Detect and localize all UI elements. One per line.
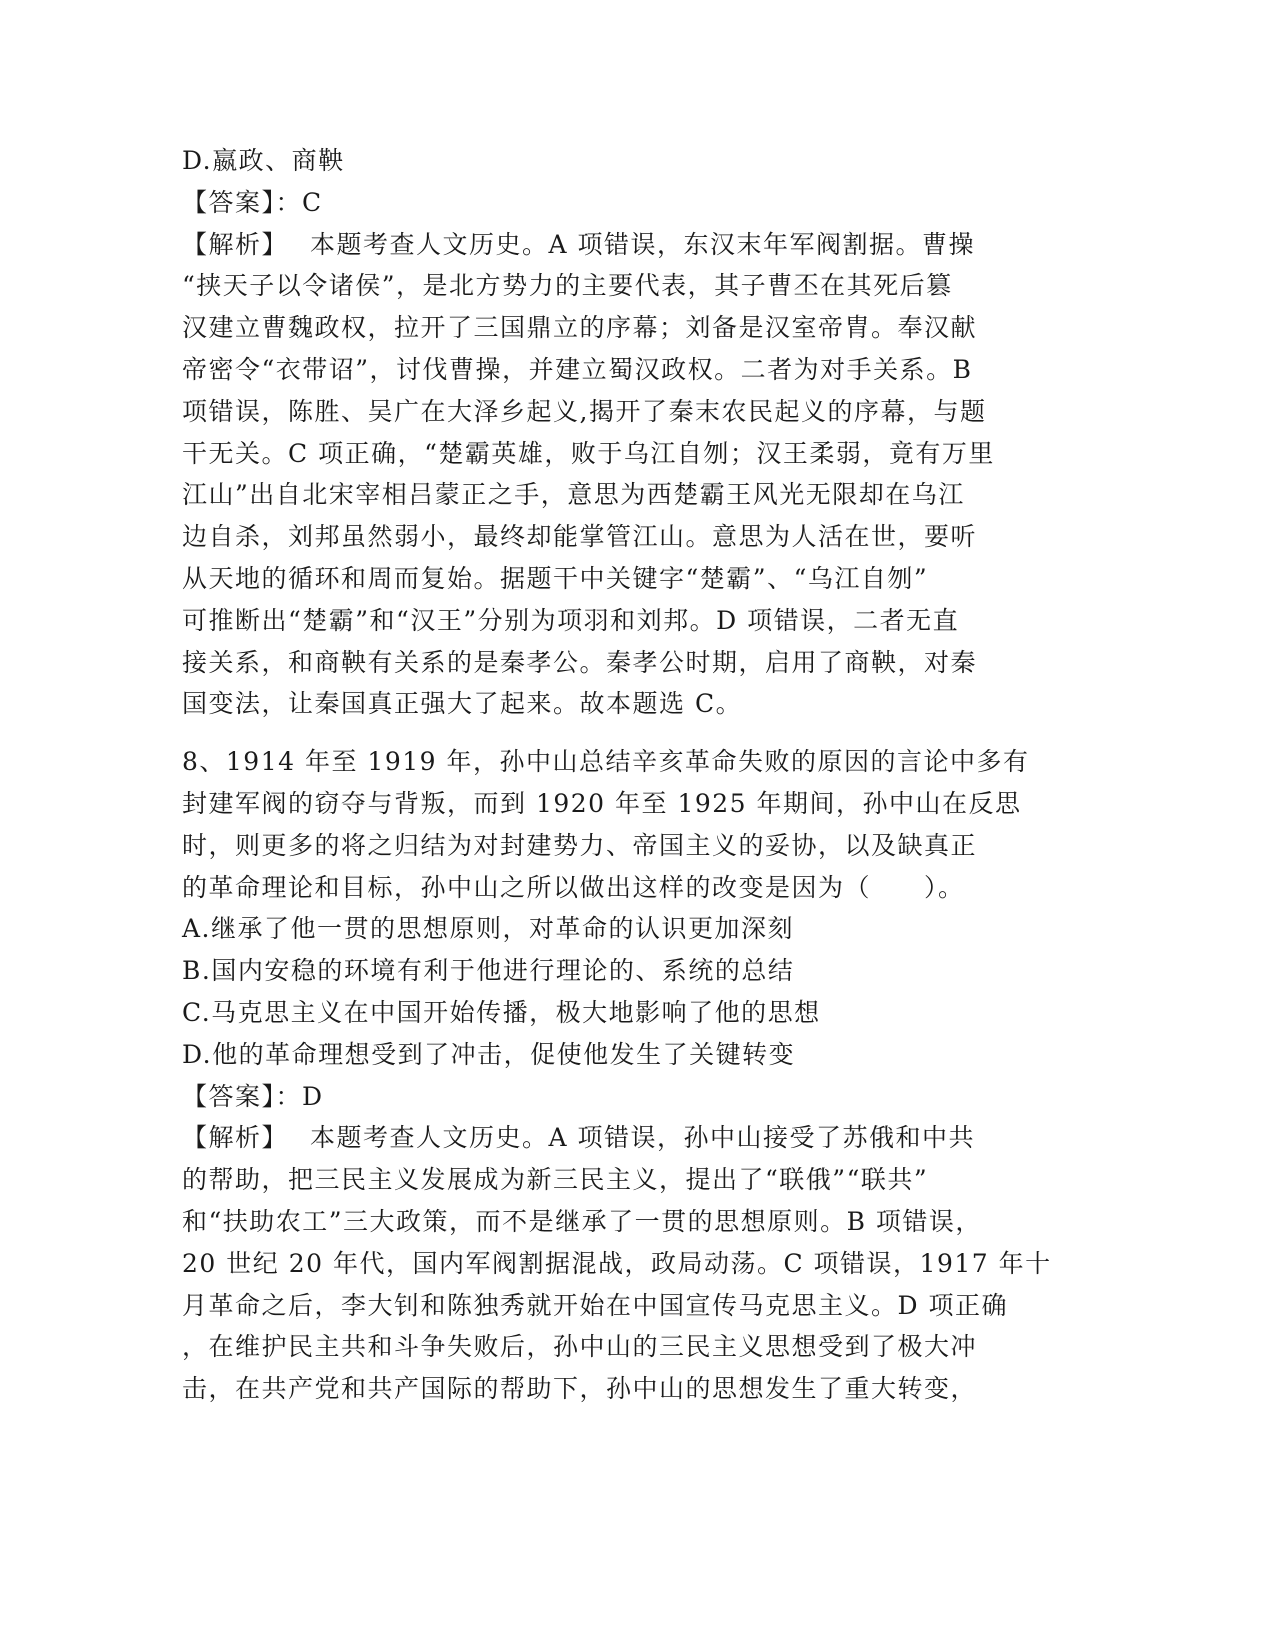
question-8-option-a: A.继承了他一贯的思想原则，对革命的认识更加深刻 [182, 914, 795, 944]
question-8-stem-line-1: 8、1914 年至 1919 年，孙中山总结辛亥革命失败的原因的言论中多有 [182, 747, 1030, 777]
analysis-prev-line-1 [182, 224, 1082, 266]
analysis-prev-line-12: 国变法，让秦国真正强大了起来。故本题选 C。 [182, 689, 743, 719]
section-gap [182, 725, 1082, 741]
analysis-prev-line-8: 边自杀，刘邦虽然弱小，最终却能掌管江山。意思为人活在世，要听 [182, 522, 978, 552]
option-d-prev: D.嬴政、商鞅 [182, 146, 345, 175]
document-page [182, 140, 1082, 1410]
question-8-stem-line-3: 时，则更多的将之归结为对封建势力、帝国主义的妥协，以及缺真正 [182, 830, 978, 860]
question-8-stem-line-2: 封建军阀的窃夺与背叛，而到 1920 年至 1925 年期间，孙中山在反思 [182, 788, 1022, 818]
analysis-text: 本题考查人文历史。A 项错误，东汉末年军阀割据。曹操 [310, 229, 976, 259]
analysis-prev-line-2: “挟天子以令诸侯”，是北方势力的主要代表，其子曹丕在其死后篡 [182, 271, 953, 301]
analysis-text: 本题考查人文历史。A 项错误，孙中山接受了苏俄和中共 [310, 1123, 976, 1153]
question-8-stem-line-4: 的革命理论和目标，孙中山之所以做出这样的改变是因为（ ）。 [182, 872, 965, 902]
question-8-answer: 【答案】：D [182, 1081, 324, 1111]
analysis-prev-line-10: 可推断出“楚霸”和“汉王”分别为项羽和刘邦。D 项错误，二者无直 [182, 605, 960, 635]
question-8-analysis-line-1 [182, 1117, 1082, 1159]
question-8-analysis-line-6: ，在维护民主共和斗争失败后，孙中山的三民主义思想受到了极大冲 [182, 1332, 978, 1362]
analysis-prev-line-11: 接关系，和商鞅有关系的是秦孝公。秦孝公时期，启用了商鞅，对秦 [182, 647, 978, 677]
question-8-option-c: C.马克思主义在中国开始传播，极大地影响了他的思想 [182, 997, 821, 1027]
question-8-analysis-line-4: 20 世纪 20 年代，国内军阀割据混战，政局动荡。C 项错误，1917 年十 [182, 1248, 1052, 1278]
question-8-analysis-line-2: 的帮助，把三民主义发展成为新三民主义，提出了“联俄”“联共” [182, 1165, 929, 1195]
analysis-prev-line-3: 汉建立曹魏政权，拉开了三国鼎立的序幕；刘备是汉室帝胄。奉汉献 [182, 313, 978, 343]
answer-prev: 【答案】：C [182, 187, 323, 217]
question-8-option-b: B.国内安稳的环境有利于他进行理论的、系统的总结 [182, 956, 795, 986]
question-8-analysis-line-7: 击，在共产党和共产国际的帮助下，孙中山的思想发生了重大转变， [182, 1374, 978, 1404]
question-8-option-d: D.他的革命理想受到了冲击，促使他发生了关键转变 [182, 1039, 796, 1069]
analysis-prev-line-9: 从天地的循环和周而复始。据题干中关键字“楚霸”、“乌江自刎” [182, 563, 929, 593]
analysis-prev-line-4: 帝密令“衣带诏”，讨伐曹操，并建立蜀汉政权。二者为对手关系。B [182, 354, 973, 384]
analysis-prev-line-7: 江山”出自北宋宰相吕蒙正之手，意思为西楚霸王风光无限却在乌江 [182, 480, 965, 510]
analysis-label: 【解析】 [182, 1123, 289, 1153]
question-8-analysis-line-3: 和“扶助农工”三大政策，而不是继承了一贯的思想原则。B 项错误， [182, 1206, 982, 1236]
question-8-analysis-line-5: 月革命之后，李大钊和陈独秀就开始在中国宣传马克思主义。D 项正确 [182, 1290, 1008, 1320]
analysis-label: 【解析】 [182, 229, 289, 259]
analysis-prev-line-6: 干无关。C 项正确，“楚霸英雄，败于乌江自刎；汉王柔弱，竟有万里 [182, 438, 995, 468]
analysis-prev-line-5: 项错误，陈胜、吴广在大泽乡起义,揭开了秦末农民起义的序幕，与题 [182, 396, 987, 426]
